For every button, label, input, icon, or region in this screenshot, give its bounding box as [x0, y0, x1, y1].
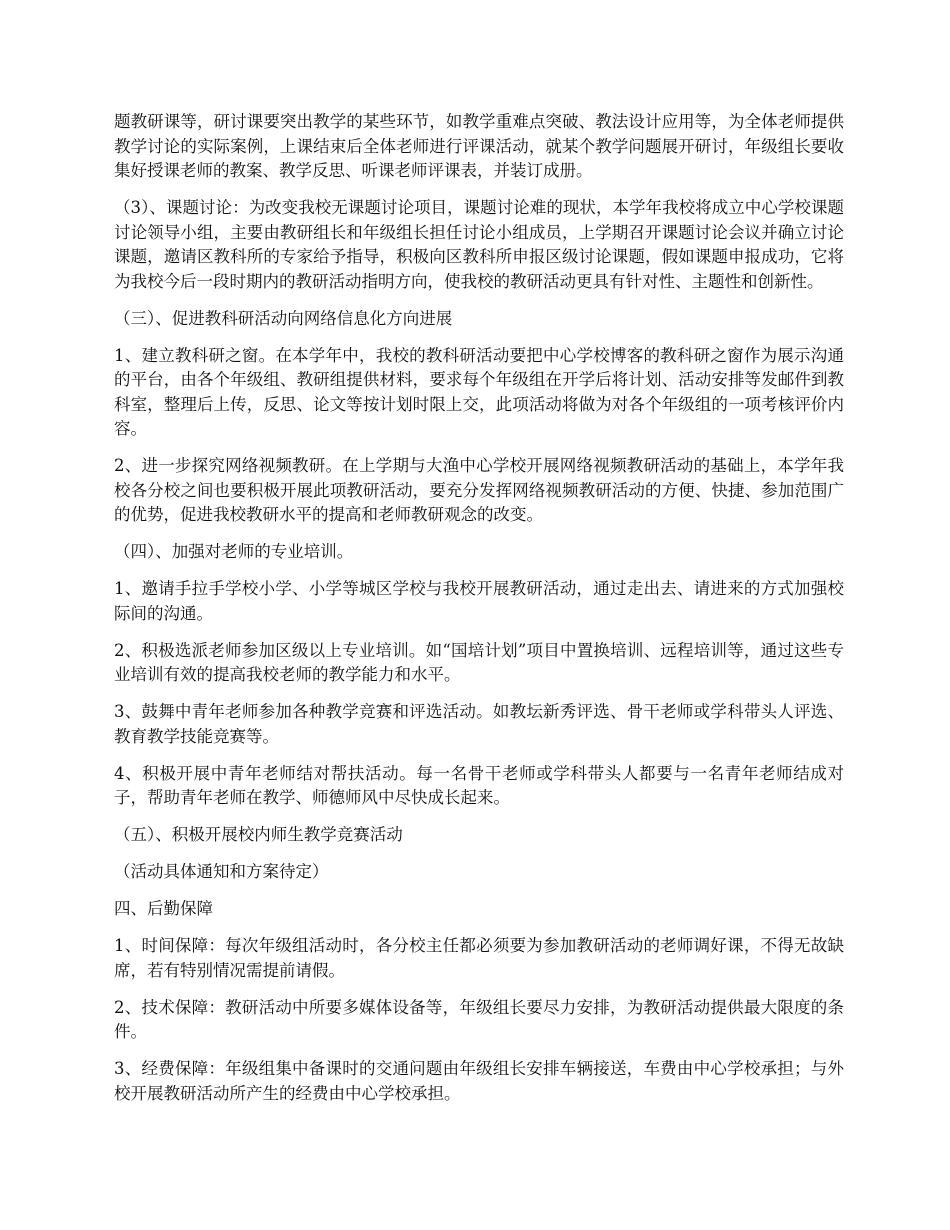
section-heading-training: （四）、加强对老师的专业培训。 — [114, 542, 354, 561]
paragraph-competitions: 3、鼓舞中青年老师参加各种教学竞赛和评选活动。如教坛新秀评选、骨干老师或学科带头人评选、教育教学技能竞赛等。 — [114, 702, 844, 746]
section-heading-contests: （五）、积极开展校内师生教学竞赛活动 — [114, 825, 403, 844]
section-heading-network: （三）、促进教科研活动向网络信息化方向进展 — [114, 308, 453, 328]
paragraph-topic-discussion: （3）、课题讨论：为改变我校无课题讨论项目，课题讨论难的现状，本学年我校将成立中心学校课题讨论领导小组，主要由教研组长和年级组长担任讨论小组成员，上学期召开课题讨论会议并确立讨论课题，邀请区教科所的专家给予指导，积极向区教科所申报区级讨论课题，假如课题申报成功，它将为我校今后一段时期内的教研活动指明方向，使我校的教研活动更具有针对性、主题性和创新性。 — [114, 198, 844, 291]
paragraph-funding-guarantee: 3、经费保障：年级组集中备课时的交通问题由年级组长安排车辆接送，车费由中心学校承担；与外校开展教研活动所产生的经费由中心学校承担。 — [114, 1059, 844, 1103]
paragraph-research-window: 1、建立教科研之窗。在本学年中，我校的教科研活动要把中心学校博客的教科研之窗作为展示沟通的平台，由各个年级组、教研组提供材料，要求每个年级组在开学后将计划、活动安排等发邮件到教科室，整理后上传，反思、论文等按计划时限上交，此项活动将做为对各个年级组的一项考核评价内容。 — [114, 345, 844, 438]
paragraph-invite-schools: 1、邀请手拉手学校小学、小学等城区学校与我校开展教研活动，通过走出去、请进来的方式加强校际间的沟通。 — [114, 579, 844, 623]
paragraph-research-lessons: 题教研课等，研讨课要突出教学的某些环节，如教学重难点突破、教法设计应用等，为全体老师提供教学讨论的实际案例，上课结束后全体老师进行评课活动，就某个教学问题展开研讨，年级组长要收集好授课老师的教案、教学反思、听课老师评课表，并装订成册。 — [114, 112, 844, 180]
paragraph-tech-guarantee: 2、技术保障：教研活动中所要多媒体设备等，年级组长要尽力安排，为教研活动提供最大限度的条件。 — [114, 997, 844, 1041]
document-page — [114, 110, 844, 1119]
paragraph-video-research: 2、进一步探究网络视频教研。在上学期与大渔中心学校开展网络视频教研活动的基础上，本学年我校各分校之间也要积极开展此项教研活动，要充分发挥网络视频教研活动的方便、快捷、参加范围广的优势，促进我校教研水平的提高和老师教研观念的改变。 — [114, 456, 844, 524]
paragraph-notice-pending: （活动具体通知和方案待定） — [114, 862, 329, 881]
paragraph-mentoring: 4、积极开展中青年老师结对帮扶活动。每一名骨干老师或学科带头人都要与一名青年老师结成对子，帮助青年老师在教学、师德师风中尽快成长起来。 — [114, 763, 844, 807]
paragraph-district-training: 2、积极选派老师参加区级以上专业培训。如“国培计划”项目中置换培训、远程培训等，通过这些专业培训有效的提高我校老师的教学能力和水平。 — [114, 640, 844, 684]
section-heading-logistics: 四、后勤保障 — [114, 899, 213, 918]
paragraph-time-guarantee: 1、时间保障：每次年级组活动时，各分校主任都必须要为参加教研活动的老师调好课，不得无故缺席，若有特别情况需提前请假。 — [114, 936, 844, 980]
